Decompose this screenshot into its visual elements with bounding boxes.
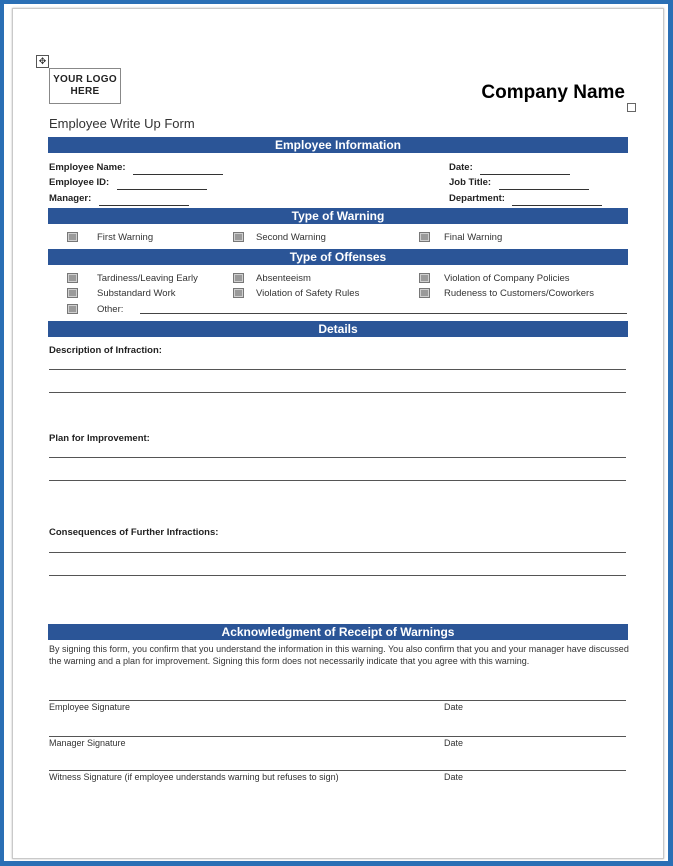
- manager-signature-label: Manager Signature: [49, 738, 126, 748]
- rudeness-checkbox[interactable]: [419, 288, 430, 298]
- final-warning-checkbox[interactable]: [419, 232, 430, 242]
- company-policies-label: Violation of Company Policies: [444, 273, 570, 284]
- section-details: Details: [48, 321, 628, 337]
- date-label: Date:: [449, 162, 473, 173]
- manager-field[interactable]: [49, 188, 189, 206]
- absenteeism-label: Absenteeism: [256, 273, 311, 284]
- description-line-1[interactable]: [49, 369, 626, 370]
- plan-line-1[interactable]: [49, 457, 626, 458]
- section-type-of-offenses: Type of Offenses: [48, 249, 628, 265]
- section-type-of-warning: Type of Warning: [48, 208, 628, 224]
- company-name: Company Name: [481, 82, 625, 103]
- first-warning-checkbox[interactable]: [67, 232, 78, 242]
- safety-rules-checkbox[interactable]: [233, 288, 244, 298]
- witness-signature-line[interactable]: [49, 770, 626, 771]
- substandard-work-label: Substandard Work: [97, 288, 176, 299]
- second-warning-checkbox[interactable]: [233, 232, 244, 242]
- manager-label: Manager:: [49, 193, 92, 204]
- description-line-2[interactable]: [49, 392, 626, 393]
- consequences-line-2[interactable]: [49, 575, 626, 576]
- employee-signature-date-label: Date: [444, 702, 464, 712]
- department-field[interactable]: [449, 188, 602, 206]
- witness-signature-date-label: Date: [444, 772, 464, 782]
- employee-signature-label: Employee Signature: [49, 702, 131, 712]
- logo-placeholder: YOUR LOGO HERE: [49, 68, 121, 104]
- manager-signature-line[interactable]: [49, 736, 626, 737]
- table-resize-handle-icon[interactable]: [627, 103, 636, 112]
- safety-rules-label: Violation of Safety Rules: [256, 288, 360, 299]
- employee-signature-line[interactable]: [49, 700, 626, 701]
- employee-id-label: Employee ID:: [49, 177, 110, 188]
- absenteeism-checkbox[interactable]: [233, 273, 244, 283]
- consequences-line-1[interactable]: [49, 552, 626, 553]
- section-employee-information: Employee Information: [48, 137, 628, 153]
- table-move-handle-icon[interactable]: ✥: [36, 55, 49, 68]
- plan-label: Plan for Improvement:: [49, 433, 150, 444]
- acknowledgment-text: By signing this form, you confirm that you understand the information in this warning. You also confirm that you and your manager have discussed the warning and a plan for improvement. Signing this form does not necessarily indicate that you agree with this warning.: [49, 644, 629, 666]
- tardiness-label: Tardiness/Leaving Early: [97, 273, 198, 284]
- manager-signature-date-label: Date: [444, 738, 464, 748]
- rudeness-label: Rudeness to Customers/Coworkers: [444, 288, 594, 299]
- second-warning-label: Second Warning: [256, 232, 326, 243]
- other-label: Other:: [97, 304, 124, 315]
- substandard-work-checkbox[interactable]: [67, 288, 78, 298]
- job-title-label: Job Title:: [449, 177, 492, 188]
- form-title: Employee Write Up Form: [49, 116, 195, 131]
- final-warning-label: Final Warning: [444, 232, 503, 243]
- witness-signature-label: Witness Signature (if employee understands warning but refuses to sign): [49, 772, 339, 782]
- first-warning-label: First Warning: [97, 232, 154, 243]
- other-checkbox[interactable]: [67, 304, 78, 314]
- consequences-label: Consequences of Further Infractions:: [49, 527, 219, 538]
- company-policies-checkbox[interactable]: [419, 273, 430, 283]
- department-label: Department:: [449, 193, 505, 204]
- employee-name-label: Employee Name:: [49, 162, 126, 173]
- section-acknowledgment: Acknowledgment of Receipt of Warnings: [48, 624, 628, 640]
- department-line[interactable]: [512, 196, 602, 206]
- other-line[interactable]: [140, 313, 627, 314]
- manager-line[interactable]: [99, 196, 189, 206]
- description-label: Description of Infraction:: [49, 345, 162, 356]
- plan-line-2[interactable]: [49, 480, 626, 481]
- tardiness-checkbox[interactable]: [67, 273, 78, 283]
